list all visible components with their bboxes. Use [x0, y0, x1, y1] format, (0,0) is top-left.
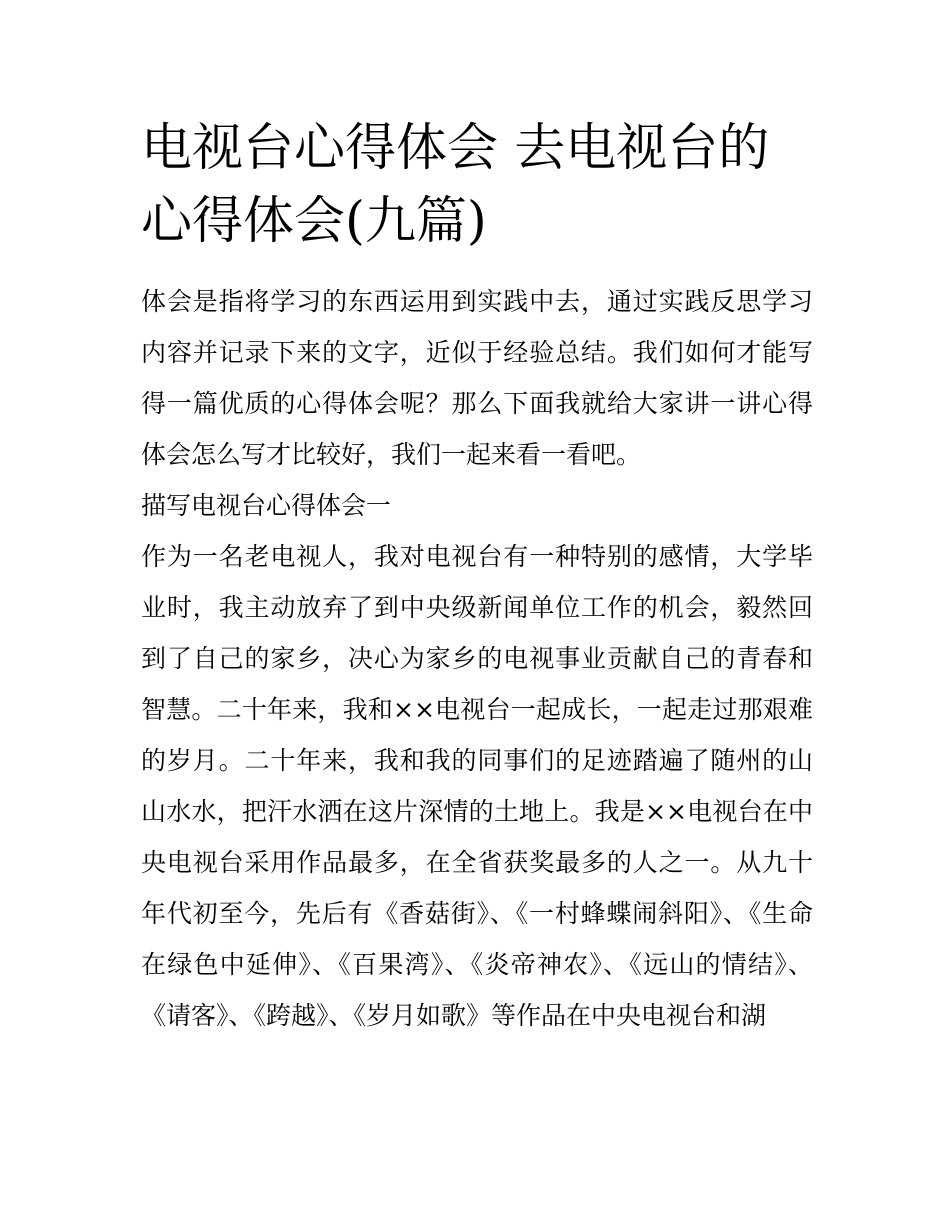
body-paragraph: 作为一名老电视人，我对电视台有一种特别的感情，大学毕业时，我主动放弃了到中央级新闻单位工作的机会，毅然回到了自己的家乡，决心为家乡的电视事业贡献自己的青春和智慧。二十年来，我和××电视台一起成长，一起走过那艰难的岁月。二十年来，我和我的同事们的足迹踏遍了随州的山山水水，把汗水洒在这片深情的土地上。我是××电视台在中央电视台采用作品最多，在全省获奖最多的人之一。从九十年代初至今，先后有《香菇街》、《一村蜂蝶闹斜阳》、《生命在绿色中延伸》、《百果湾》、《炎帝神农》、《远山的情结》、《请客》、《跨越》、《岁月如歌》等作品在中央电视台和湖 [141, 542, 813, 1030]
section-heading: 描写电视台心得体会一 [141, 491, 392, 520]
intro-paragraph: 体会是指将学习的东西运用到实践中去，通过实践反思学习内容并记录下来的文字，近似于经验总结。我们如何才能写得一篇优质的心得体会呢？那么下面我就给大家讲一讲心得体会怎么写才比较好，我们一起来看一看吧。 [141, 287, 813, 469]
document-content [141, 112, 813, 1041]
document-title: 电视台心得体会 去电视台的心得体会(九篇) [141, 119, 770, 251]
